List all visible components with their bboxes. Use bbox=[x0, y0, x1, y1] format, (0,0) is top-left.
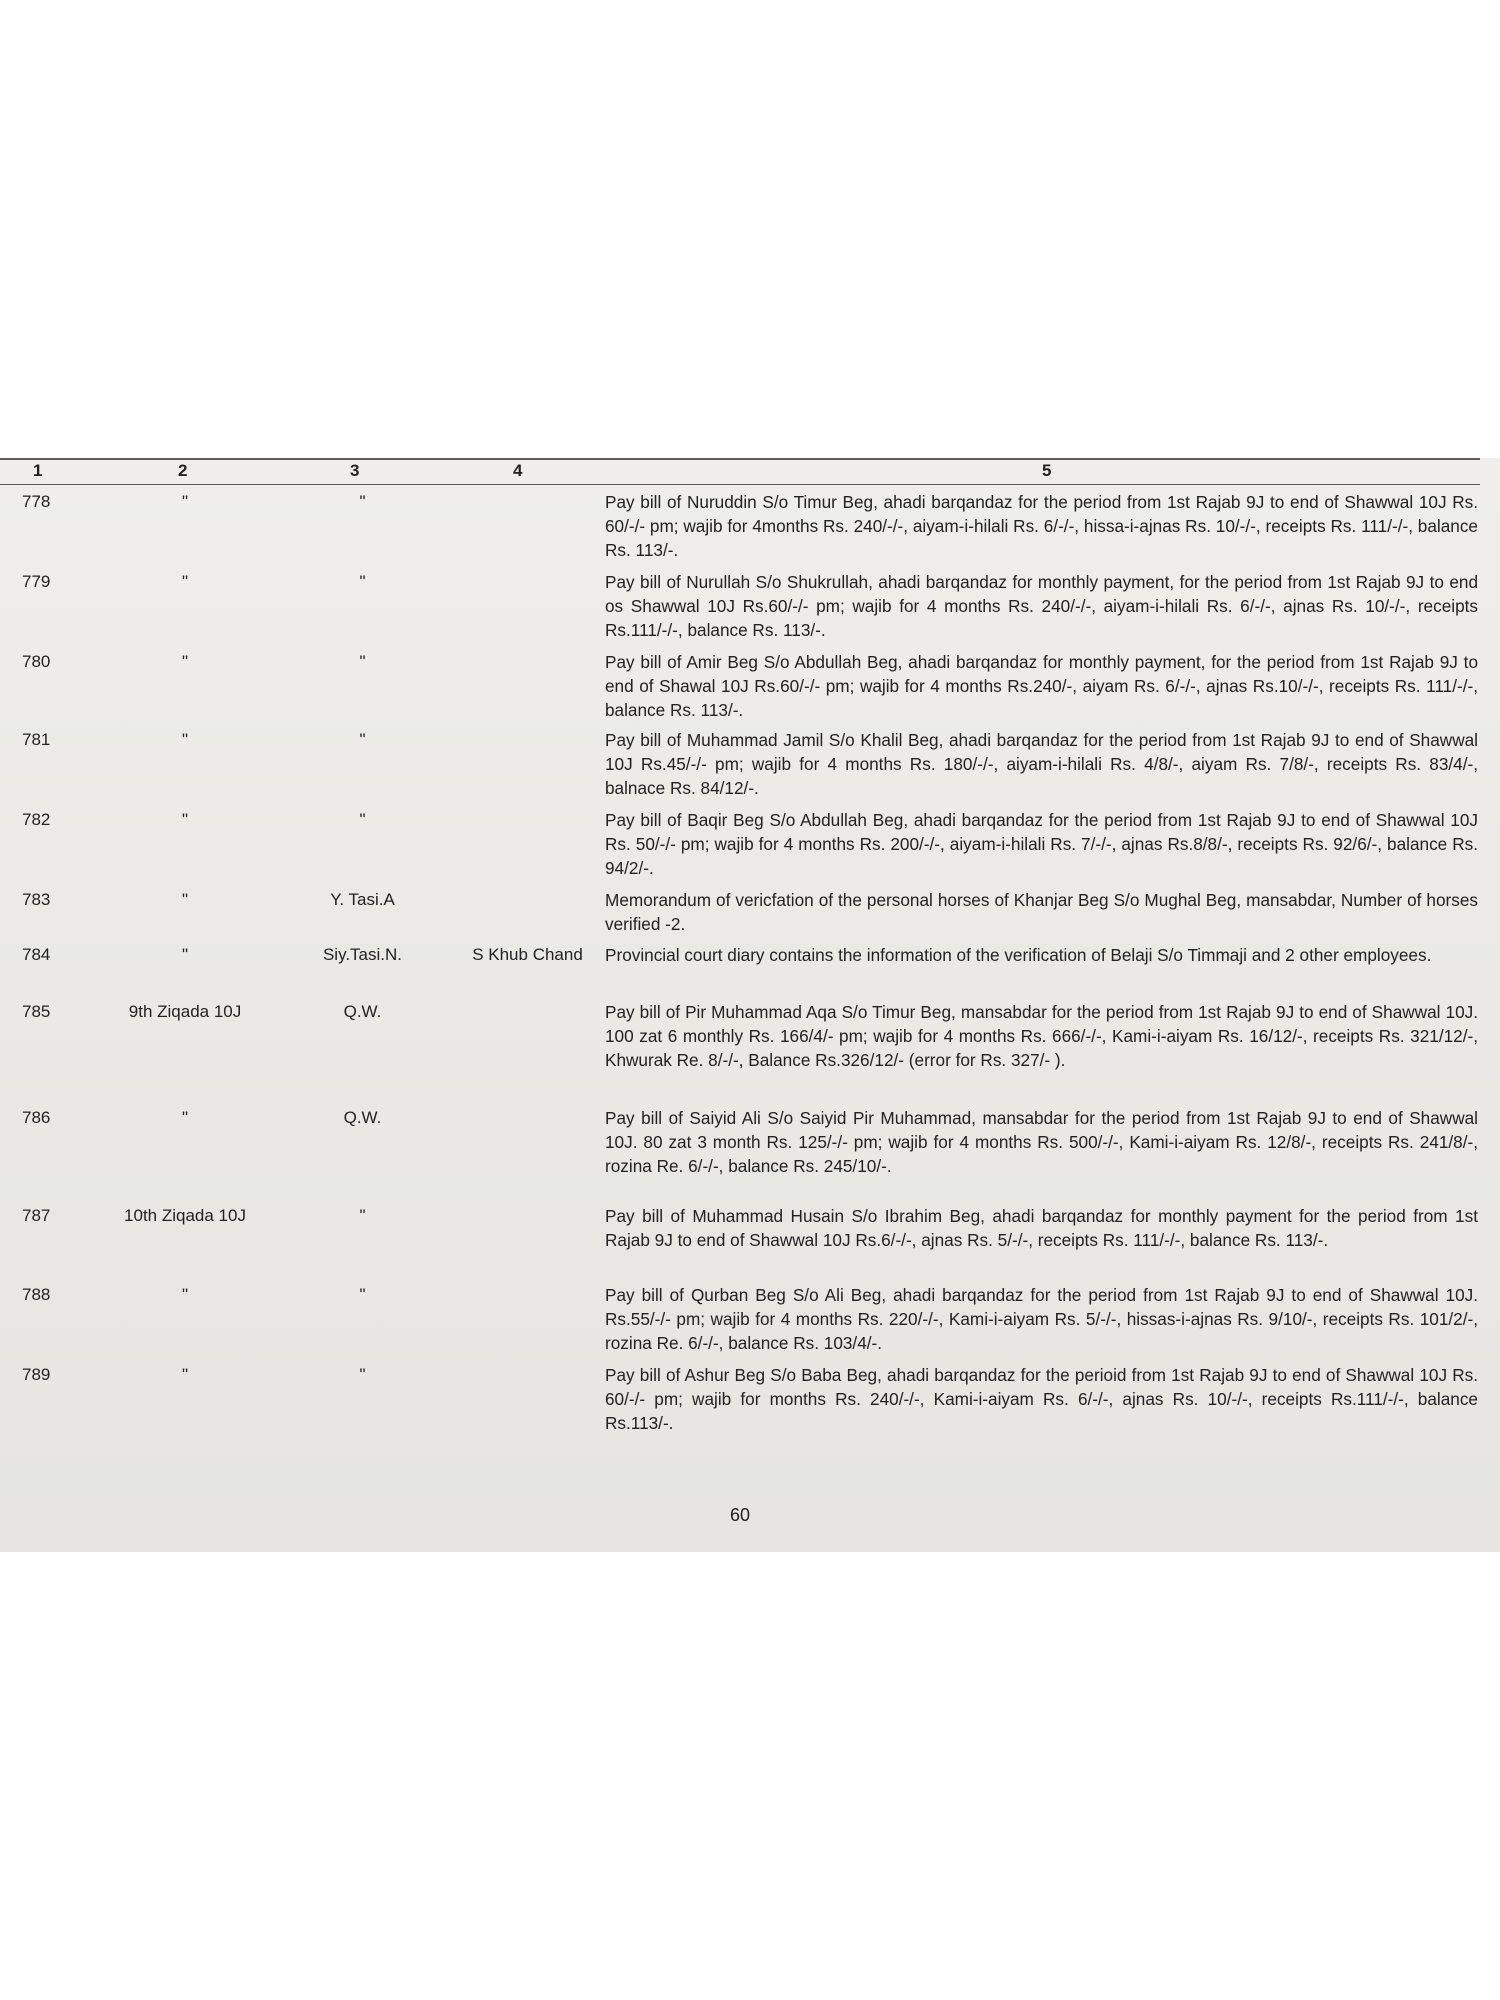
entry-number: 786 bbox=[22, 1108, 51, 1127]
entry-office: " bbox=[359, 652, 366, 671]
entry-date: " bbox=[181, 572, 189, 591]
entry-date: 10th Ziqada 10J bbox=[124, 1206, 246, 1225]
entry-number: 780 bbox=[22, 652, 51, 671]
entry-date: " bbox=[181, 652, 189, 671]
entry-office: " bbox=[359, 810, 366, 829]
header-col-5: 5 bbox=[1042, 461, 1052, 480]
entry-office: " bbox=[359, 1285, 366, 1304]
entry-date: " bbox=[181, 890, 189, 909]
entry-description: Memorandum of vericfation of the personal horses of Khanjar Beg S/o Mughal Beg, mansabdar, Number of horses verified -2. bbox=[605, 890, 1478, 934]
entry-date: " bbox=[181, 1365, 189, 1384]
entry-description: Pay bill of Pir Muhammad Aqa S/o Timur Beg, mansabdar for the period from 1st Rajab 9J to end of Shawwal 10J. 100 zat 6 monthly Rs. 166/4/- pm; wajib for 4 months Rs. 666/-/-, Kami-i-aiyam Rs. 16/12/-, receipts Rs. 321/12/-, Khwurak Re. 8/-/-, Balance Rs.326/12/- (error for Rs. 327/- ). bbox=[605, 1002, 1478, 1070]
entry-description: Provincial court diary contains the information of the verification of Belaji S/o Timmaji and 2 other employees. bbox=[605, 945, 1432, 965]
entry-description: Pay bill of Ashur Beg S/o Baba Beg, ahadi barqandaz for the perioid from 1st Rajab 9J to end of Shawwal 10J Rs. 60/-/- pm; wajib for months Rs. 240/-/-, Kami-i-aiyam Rs. 6/-/-, ajnas Rs. 10/-/-, receipts Rs.111/-/-, balance Rs.113/-. bbox=[605, 1365, 1478, 1433]
entry-office: " bbox=[359, 572, 366, 591]
entry-person: S Khub Chand bbox=[472, 945, 583, 964]
table-header-rule bbox=[0, 484, 1480, 485]
entry-office: Y. Tasi.A bbox=[330, 890, 395, 909]
entry-number: 788 bbox=[22, 1285, 51, 1304]
entry-office: " bbox=[359, 1206, 366, 1225]
entry-description: Pay bill of Saiyid Ali S/o Saiyid Pir Muhammad, mansabdar for the period from 1st Rajab 9J to end of Shawwal 10J. 80 zat 3 month Rs. 125/-/- pm; wajib for 4 months Rs. 500/-/-, Kami-i-aiyam Rs. 12/8/-, receipts Rs. 241/8/-, rozina Re. 6/-/-, balance Rs. 245/10/-. bbox=[605, 1108, 1478, 1176]
entry-office: Q.W. bbox=[343, 1002, 382, 1021]
entry-number: 779 bbox=[22, 572, 51, 591]
entry-number: 789 bbox=[22, 1365, 51, 1384]
entry-number: 782 bbox=[22, 810, 51, 829]
entry-number: 785 bbox=[22, 1002, 51, 1021]
entry-date: " bbox=[181, 810, 189, 829]
entry-number: 783 bbox=[22, 890, 51, 909]
entry-description: Pay bill of Qurban Beg S/o Ali Beg, ahadi barqandaz for the period from 1st Rajab 9J to end of Shawwal 10J. Rs.55/-/- pm; wajib for 4 months Rs. 220/-/-, Kami-i-aiyam Rs. 5/-/-, hissas-i-ajnas Rs. 9/10/-, receipts Rs. 101/2/-, rozina Re. 6/-/-, balance Rs. 103/4/-. bbox=[605, 1285, 1478, 1353]
header-col-4: 4 bbox=[513, 461, 523, 480]
entry-office: " bbox=[359, 730, 366, 749]
entry-description: Pay bill of Amir Beg S/o Abdullah Beg, ahadi barqandaz for monthly payment, for the period from 1st Rajab 9J to end of Shawal 10J Rs.60/-/- pm; wajib for 4 months Rs.240/-, aiyam Rs. 6/-/-, ajnas Rs.10/-/-, receipts Rs. 111/-/-, balance Rs. 113/-. bbox=[605, 652, 1478, 720]
entry-date: " bbox=[181, 1108, 189, 1127]
entry-description: Pay bill of Muhammad Jamil S/o Khalil Beg, ahadi barqandaz for the period from 1st Rajab 9J to end of Shawwal 10J Rs.45/-/- pm; wajib for 4 months Rs. 180/-/-, aiyam-i-hilali Rs. 4/8/-, aiyam Rs. 7/8/-, receipts Rs. 83/4/-, balnace Rs. 84/12/-. bbox=[605, 730, 1478, 798]
header-col-2: 2 bbox=[178, 461, 188, 480]
entry-number: 781 bbox=[22, 730, 51, 749]
entry-office: Siy.Tasi.N. bbox=[322, 945, 403, 964]
header-col-3: 3 bbox=[350, 461, 360, 480]
entry-office: " bbox=[359, 492, 366, 511]
entry-number: 778 bbox=[22, 492, 51, 511]
entry-date: " bbox=[181, 492, 189, 511]
entry-date: 9th Ziqada 10J bbox=[128, 1002, 242, 1021]
table-top-rule bbox=[0, 458, 1480, 460]
page-number: 60 bbox=[729, 1505, 751, 1525]
entry-office: " bbox=[359, 1365, 366, 1384]
entry-number: 787 bbox=[22, 1206, 51, 1225]
entry-description: Pay bill of Nuruddin S/o Timur Beg, ahadi barqandaz for the period from 1st Rajab 9J to end of Shawwal 10J Rs. 60/-/- pm; wajib for 4months Rs. 240/-/-, aiyam-i-hilali Rs. 6/-/-, hissa-i-ajnas Rs. 10/-/-, receipts Rs. 111/-/-, balance Rs. 113/-. bbox=[605, 492, 1478, 560]
entry-date: " bbox=[181, 945, 189, 964]
entry-date: " bbox=[181, 1285, 189, 1304]
entry-description: Pay bill of Nurullah S/o Shukrullah, ahadi barqandaz for monthly payment, for the period from 1st Rajab 9J to end os Shawwal 10J Rs.60/-/- pm; wajib for 4 months Rs. 240/-/-, aiyam-i-hilali Rs. 6/-/-, ajnas Rs. 10/-/-, receipts Rs.111/-/-, balance Rs. 113/-. bbox=[605, 572, 1478, 640]
entry-number: 784 bbox=[22, 945, 51, 964]
entry-date: " bbox=[181, 730, 189, 749]
entry-description: Pay bill of Baqir Beg S/o Abdullah Beg, ahadi barqandaz for the period from 1st Rajab 9J to end of Shawwal 10J Rs. 50/-/- pm; wajib for 4 months Rs. 200/-/-, aiyam-i-hilali Rs. 7/-/-, ajnas Rs.8/8/-, receipts Rs. 92/6/-, balance Rs. 94/2/-. bbox=[605, 810, 1478, 878]
entry-description: Pay bill of Muhammad Husain S/o Ibrahim Beg, ahadi barqandaz for monthly payment for the period from 1st Rajab 9J to end of Shawwal 10J Rs.6/-/-, ajnas Rs. 5/-/-, receipts Rs. 111/-/-, balance Rs. 113/-. bbox=[605, 1206, 1478, 1250]
header-col-1: 1 bbox=[33, 461, 43, 480]
entry-office: Q.W. bbox=[343, 1108, 382, 1127]
